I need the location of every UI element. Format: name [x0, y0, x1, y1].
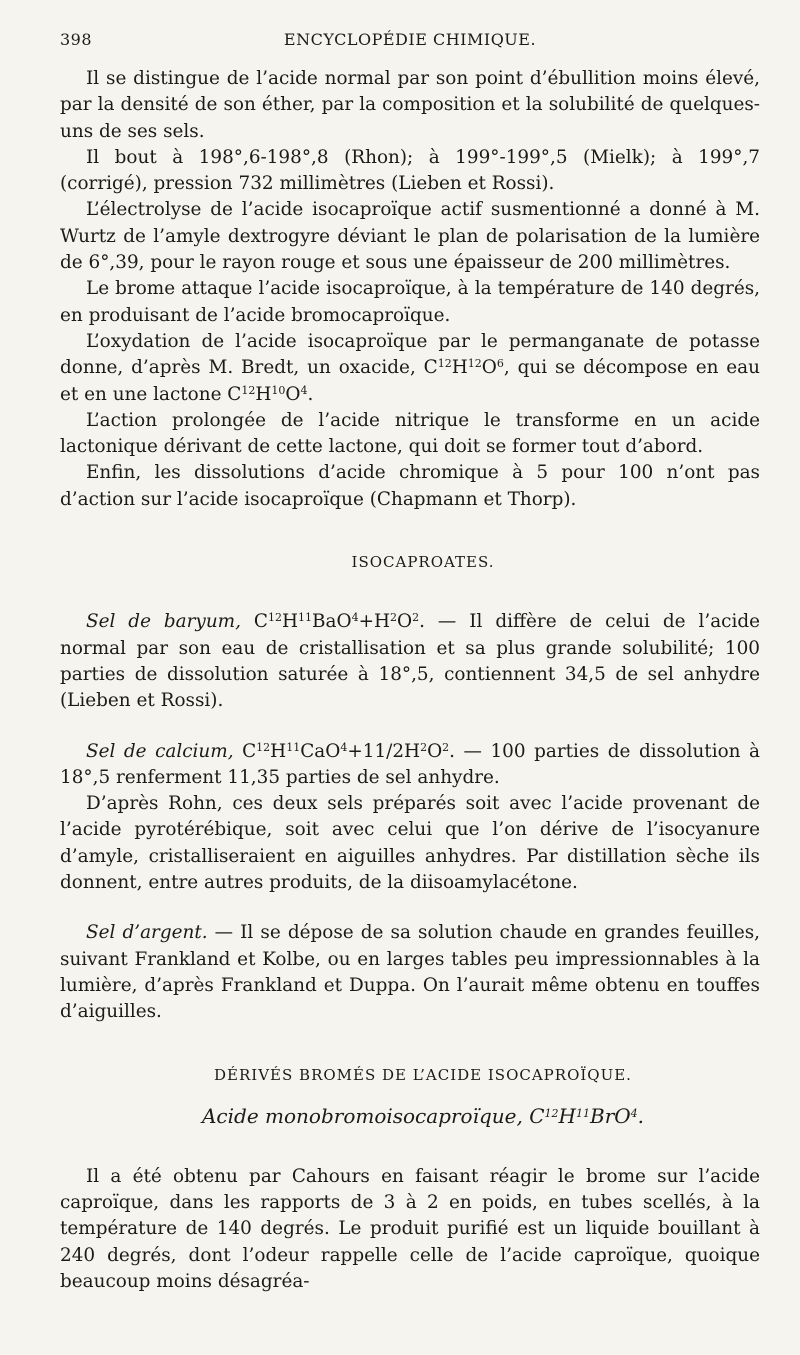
section-heading-isocaproates: ISOCAPROATES. — [351, 553, 495, 572]
paragraph-sel-calcium: Sel de calcium, $C^{12}H^{11}CaO^4+11/2H^2O^2$. — 100 parties de dissolution à 18°,5 renferment 11,35 parties de sel anhydre. — [60, 740, 760, 788]
paragraph-distinction: Il se distingue de l’acide normal par son point d’ébullition moins élevé, par la densité de son éther, par la composition et la solubilité de quelques-uns de ses sels. — [60, 68, 760, 142]
page-header — [60, 30, 760, 54]
compound-title: Acide monobromoisocaproïque, $C^{12}H^{11}BrO^4$. — [201, 1103, 645, 1128]
paragraph-bromine: Le brome attaque l’acide isocaproïque, à la température de 140 degrés, en produisant de l’acide bromocaproïque. — [60, 278, 760, 326]
salt-name-baryum: Sel de baryum, — [86, 611, 241, 633]
paragraph-sel-argent: Sel d’argent. — Il se dépose de sa solution chaude en grandes feuilles, suivant Frankland et Kolbe, ou en larges tables peu impressionnables à la lumière, d’après Frankland et Duppa. On l’aurait même obtenu en touffes d’aiguilles. — [60, 922, 760, 1023]
paragraph-nitric-acid: L’action prolongée de l’acide nitrique le transforme en un acide lactonique dérivant de cette lactone, qui doit se former tout d’abord. — [60, 409, 760, 458]
paragraph-oxidation: L’oxydation de l’acide isocaproïque par le permanganate de potasse donne, d’après M. Bredt, un oxacide, $C^{12}H^{12}O^6$, qui se décompose en eau et en une lactone $C^{12}H^{10}O^4$. — [60, 330, 760, 405]
paragraph-electrolysis: L’électrolyse de l’acide isocaproïque actif susmentionné a donné à M. Wurtz de l’amyle dextrogyre déviant le plan de polarisation de la lumière de 6°,39, pour le rayon rouge et sous une épaisseur de 200 millimètres. — [60, 199, 760, 274]
page-number: 398 — [60, 30, 93, 49]
running-title: ENCYCLOPÉDIE CHIMIQUE. — [283, 30, 537, 49]
page-body — [60, 66, 760, 1295]
salt-name-calcium: Sel de calcium, — [86, 740, 234, 762]
paragraph-rohn: D’après Rohn, ces deux sels préparés soit avec l’acide provenant de l’acide pyrotérébique, soit avec celui que l’on dérive de l’isocyanure d’amyle, cristalliseraient en aiguilles anhydres. Par distillation sèche ils donnent, entre autres produits, de la diisoamylacétone. — [60, 793, 760, 894]
paragraph-cahours: Il a été obtenu par Cahours en faisant réagir le brome sur l’acide caproïque, dans les rapports de 3 à 2 en poids, en tubes scellés, à la température de 140 degrés. Le produit purifié est un liquide bouillant à 240 degrés, dont l’odeur rappelle celle de l’acide caproïque, quoique beaucoup moins désagréa- — [60, 1165, 760, 1292]
salt-name-argent: Sel d’argent. — [86, 922, 208, 944]
paragraph-boiling-point: Il bout à 198°,6-198°,8 (Rhon); à 199°-199°,5 (Mielk); à 199°,7 (corrigé), pression 732 millimètres (Lieben et Rossi). — [60, 146, 760, 195]
section-heading-brominated-derivatives: DÉRIVÉS BROMÉS DE L’ACIDE ISOCAPROÏQUE. — [214, 1065, 632, 1084]
paragraph-chromic-acid: Enfin, les dissolutions d’acide chromique à 5 pour 100 n’ont pas d’action sur l’acide isocaproïque (Chapmann et Thorp). — [60, 462, 760, 510]
paragraph-sel-baryum: Sel de baryum, $C^{12}H^{11}BaO^4+H^2O^2$. — Il diffère de celui de l’acide normal par son eau de cristallisation et sa plus grande solubilité; 100 parties de dissolution saturée à 18°,5, contiennent 34,5 de sel anhydre (Lieben et Rossi). — [60, 611, 760, 712]
